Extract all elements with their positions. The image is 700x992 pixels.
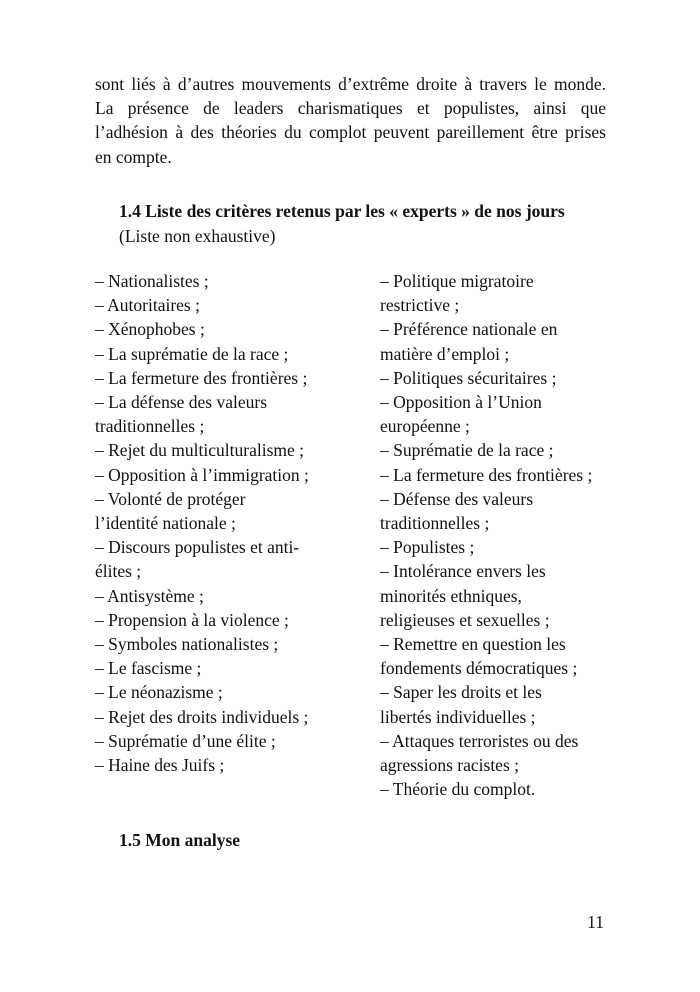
list-item: libertés individuelles ; — [380, 706, 536, 727]
list-item: – Défense des valeurs — [380, 488, 534, 509]
list-item: – Remettre en question les — [380, 634, 566, 655]
list-item: – Politiques sécuritaires ; — [380, 367, 557, 388]
list-item: traditionnelles ; — [95, 416, 205, 437]
list-item: l’identité nationale ; — [95, 513, 236, 534]
list-item: – Attaques terroristes ou des — [380, 730, 579, 751]
list-item: fondements démocratiques ; — [380, 658, 578, 679]
list-item: – Suprématie de la race ; — [380, 440, 554, 461]
list-item: religieuses et sexuelles ; — [380, 609, 550, 630]
list-item: – La fermeture des frontières ; — [380, 464, 593, 485]
paragraph-line: en compte. — [95, 146, 172, 167]
section-1-5-heading: 1.5 Mon analyse — [119, 830, 241, 850]
list-item: – Intolérance envers les — [380, 561, 546, 582]
list-item: – Propension à la violence ; — [95, 609, 289, 630]
intro-paragraph — [95, 72, 606, 169]
section-1-4-heading: 1.4 Liste des critères retenus par les « experts » de nos jours — [119, 201, 565, 221]
list-item: agressions racistes ; — [380, 755, 519, 776]
list-item: minorités ethniques, — [380, 585, 522, 606]
section-1-4-subtitle: (Liste non exhaustive) — [119, 226, 276, 246]
list-item: – Le néonazisme ; — [95, 682, 223, 703]
list-item: – Suprématie d’une élite ; — [95, 730, 276, 751]
criteria-list-left — [95, 269, 335, 777]
criteria-list-right — [380, 269, 610, 801]
list-item: – Rejet des droits individuels ; — [95, 706, 309, 727]
paragraph-line: sont liés à d’autres mouvements d’extrême droite à travers le monde. — [95, 74, 606, 94]
list-item: – Opposition à l’immigration ; — [95, 464, 309, 485]
list-item: – Nationalistes ; — [95, 271, 209, 291]
list-item: matière d’emploi ; — [380, 343, 510, 364]
list-item: – Opposition à l’Union — [380, 392, 542, 413]
paragraph-line: La présence de leaders charismatiques et populistes, ainsi que — [95, 98, 606, 119]
list-item: – Antisystème ; — [95, 585, 204, 606]
list-item: – Saper les droits et les — [380, 682, 542, 703]
list-item: – La suprématie de la race ; — [95, 343, 289, 364]
list-item: – Le fascisme ; — [95, 658, 202, 679]
list-item: – La défense des valeurs — [95, 392, 268, 413]
list-item: – Symboles nationalistes ; — [95, 634, 279, 655]
page-number: 11 — [587, 912, 604, 932]
list-item: – La fermeture des frontières ; — [95, 367, 308, 388]
list-item: traditionnelles ; — [380, 513, 490, 534]
list-item: restrictive ; — [380, 295, 460, 316]
list-item: – Théorie du complot. — [380, 779, 536, 800]
list-item: – Xénophobes ; — [95, 319, 205, 340]
list-item: – Haine des Juifs ; — [95, 755, 225, 776]
paragraph-line: l’adhésion à des théories du complot peuvent pareillement être prises — [95, 122, 606, 143]
list-item: – Volonté de protéger — [95, 488, 246, 509]
list-item: européenne ; — [380, 416, 470, 437]
list-item: – Préférence nationale en — [380, 319, 558, 340]
list-item: – Rejet du multiculturalisme ; — [95, 440, 304, 461]
list-item: – Populistes ; — [380, 537, 475, 558]
list-item: – Autoritaires ; — [95, 295, 200, 316]
list-item: – Politique migratoire — [380, 271, 534, 291]
list-item: – Discours populistes et anti- — [95, 537, 300, 558]
list-item: élites ; — [95, 561, 142, 582]
